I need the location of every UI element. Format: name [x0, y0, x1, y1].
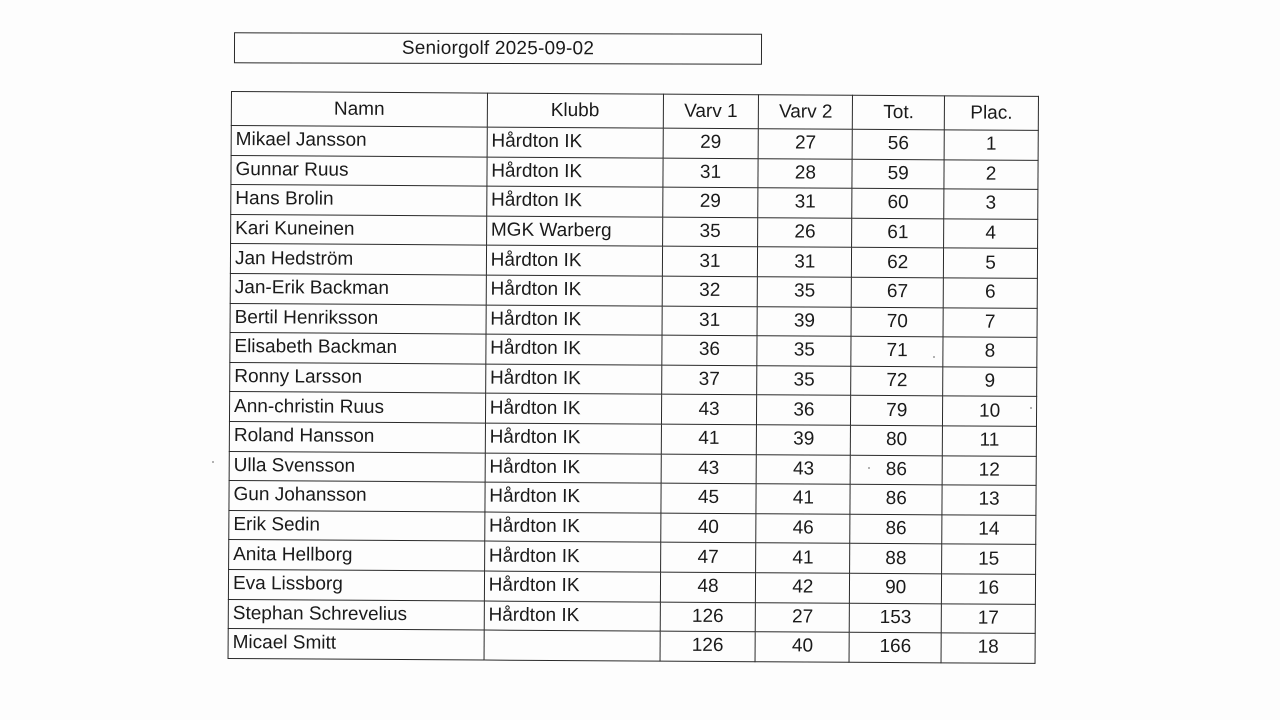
- cell-club: Hårdton IK: [485, 482, 661, 513]
- cell-total: 86: [850, 455, 942, 485]
- table-body: [228, 126, 1038, 664]
- cell-round-2: 46: [756, 513, 850, 543]
- document-title: Seniorgolf 2025-09-02: [234, 32, 762, 64]
- table-row: [228, 629, 1035, 664]
- cell-name: Roland Hansson: [229, 421, 485, 452]
- scan-speck: [212, 461, 214, 463]
- cell-round-1: 43: [661, 454, 757, 484]
- cell-total: 153: [850, 603, 942, 633]
- header-total: Tot.: [853, 95, 945, 130]
- cell-placement: 6: [943, 278, 1037, 308]
- header-club: Klubb: [487, 93, 663, 128]
- cell-name: Jan-Erik Backman: [230, 273, 486, 304]
- table-row: [230, 333, 1037, 368]
- cell-round-2: 39: [757, 425, 851, 455]
- cell-placement: 15: [942, 544, 1036, 574]
- cell-total: 56: [852, 129, 944, 159]
- cell-placement: 2: [944, 159, 1038, 189]
- cell-round-2: 27: [756, 602, 850, 632]
- cell-club: Hårdton IK: [485, 364, 661, 395]
- cell-round-2: 41: [756, 484, 850, 514]
- cell-placement: 3: [944, 189, 1038, 219]
- cell-name: Elisabeth Backman: [230, 333, 486, 364]
- cell-round-1: 43: [661, 394, 757, 424]
- cell-round-2: 27: [759, 129, 853, 159]
- cell-total: 67: [852, 277, 944, 307]
- cell-name: Gun Johansson: [229, 481, 485, 512]
- cell-total: 71: [851, 336, 943, 366]
- cell-placement: 18: [941, 633, 1035, 663]
- cell-placement: 16: [942, 574, 1036, 604]
- cell-round-2: 35: [758, 277, 852, 307]
- cell-placement: 11: [942, 426, 1036, 456]
- cell-round-2: 26: [758, 218, 852, 248]
- cell-round-1: 29: [662, 187, 758, 217]
- table-row: [229, 481, 1036, 516]
- cell-placement: 17: [941, 603, 1035, 633]
- cell-club: Hårdton IK: [484, 601, 660, 632]
- cell-club: MGK Warberg: [486, 216, 662, 247]
- cell-placement: 4: [944, 219, 1038, 249]
- cell-round-2: 35: [757, 365, 851, 395]
- cell-club: Hårdton IK: [484, 512, 660, 543]
- scan-speck: [868, 467, 870, 469]
- cell-total: 86: [850, 514, 942, 544]
- cell-total: 72: [851, 366, 943, 396]
- cell-name: Eva Lissborg: [228, 569, 484, 600]
- cell-name: Gunnar Ruus: [231, 155, 487, 186]
- cell-placement: 5: [943, 248, 1037, 278]
- table-row: [229, 451, 1036, 486]
- cell-round-1: 32: [662, 276, 758, 306]
- cell-total: 59: [852, 159, 944, 189]
- cell-club: [484, 630, 660, 661]
- cell-round-2: 35: [757, 336, 851, 366]
- cell-name: Micael Smitt: [228, 629, 484, 660]
- cell-total: 70: [851, 307, 943, 337]
- cell-club: Hårdton IK: [487, 157, 663, 188]
- cell-total: 88: [850, 544, 942, 574]
- cell-round-2: 43: [757, 454, 851, 484]
- table-row: [230, 303, 1037, 338]
- cell-round-1: 48: [660, 572, 756, 602]
- cell-round-2: 28: [758, 158, 852, 188]
- cell-round-2: 40: [755, 632, 849, 662]
- cell-round-1: 31: [662, 247, 758, 277]
- cell-name: Ronny Larsson: [230, 362, 486, 393]
- cell-round-1: 45: [660, 483, 756, 513]
- cell-round-1: 29: [663, 128, 759, 158]
- cell-round-2: 42: [756, 573, 850, 603]
- cell-round-1: 41: [661, 424, 757, 454]
- cell-round-1: 36: [661, 335, 757, 365]
- cell-club: Hårdton IK: [485, 423, 661, 454]
- cell-round-2: 39: [757, 306, 851, 336]
- cell-name: Jan Hedström: [230, 244, 486, 275]
- cell-placement: 7: [943, 307, 1037, 337]
- cell-total: 90: [850, 573, 942, 603]
- cell-name: Ulla Svensson: [229, 451, 485, 482]
- cell-total: 166: [849, 632, 941, 662]
- cell-round-1: 35: [662, 217, 758, 247]
- cell-name: Stephan Schrevelius: [228, 599, 484, 630]
- cell-name: Mikael Jansson: [231, 126, 487, 157]
- header-name: Namn: [231, 92, 487, 128]
- cell-placement: 1: [944, 130, 1038, 160]
- cell-placement: 8: [943, 337, 1037, 367]
- cell-total: 62: [852, 248, 944, 278]
- header-round-2: Varv 2: [759, 95, 853, 130]
- cell-round-2: 41: [756, 543, 850, 573]
- cell-placement: 12: [942, 455, 1036, 485]
- cell-club: Hårdton IK: [484, 571, 660, 602]
- cell-placement: 14: [942, 515, 1036, 545]
- table-header: [231, 92, 1038, 131]
- cell-club: Hårdton IK: [484, 541, 660, 572]
- cell-name: Bertil Henriksson: [230, 303, 486, 334]
- cell-round-2: 36: [757, 395, 851, 425]
- table-row: [229, 392, 1036, 427]
- cell-round-2: 31: [758, 247, 852, 277]
- cell-placement: 10: [943, 396, 1037, 426]
- cell-total: 86: [850, 484, 942, 514]
- cell-placement: 13: [942, 485, 1036, 515]
- cell-club: Hårdton IK: [486, 305, 662, 336]
- cell-total: 80: [851, 425, 943, 455]
- cell-placement: 9: [943, 367, 1037, 397]
- header-placement: Plac.: [944, 96, 1038, 131]
- results-table: [228, 91, 1039, 664]
- header-row: [231, 92, 1038, 131]
- cell-total: 60: [852, 188, 944, 218]
- cell-round-1: 40: [660, 513, 756, 543]
- scan-speck: [1030, 407, 1032, 409]
- results-table-wrapper: [228, 91, 1043, 664]
- header-round-1: Varv 1: [663, 94, 759, 129]
- cell-round-1: 47: [660, 542, 756, 572]
- cell-round-1: 37: [661, 365, 757, 395]
- cell-name: Anita Hellborg: [229, 540, 485, 571]
- cell-club: Hårdton IK: [486, 334, 662, 365]
- cell-round-1: 126: [660, 602, 756, 632]
- cell-club: Hårdton IK: [486, 245, 662, 276]
- cell-round-1: 126: [660, 631, 756, 661]
- cell-round-1: 31: [662, 158, 758, 188]
- cell-club: Hårdton IK: [485, 393, 661, 424]
- cell-club: Hårdton IK: [485, 453, 661, 484]
- cell-name: Erik Sedin: [229, 510, 485, 541]
- cell-round-1: 31: [662, 306, 758, 336]
- scan-speck: [933, 356, 935, 358]
- table-row: [229, 421, 1036, 456]
- cell-club: Hårdton IK: [487, 127, 663, 158]
- table-row: [230, 362, 1037, 397]
- cell-name: Hans Brolin: [231, 185, 487, 216]
- cell-total: 61: [852, 218, 944, 248]
- cell-club: Hårdton IK: [486, 275, 662, 306]
- cell-round-2: 31: [758, 188, 852, 218]
- cell-total: 79: [851, 396, 943, 426]
- cell-name: Kari Kuneinen: [231, 214, 487, 245]
- cell-club: Hårdton IK: [486, 186, 662, 217]
- cell-name: Ann-christin Ruus: [229, 392, 485, 423]
